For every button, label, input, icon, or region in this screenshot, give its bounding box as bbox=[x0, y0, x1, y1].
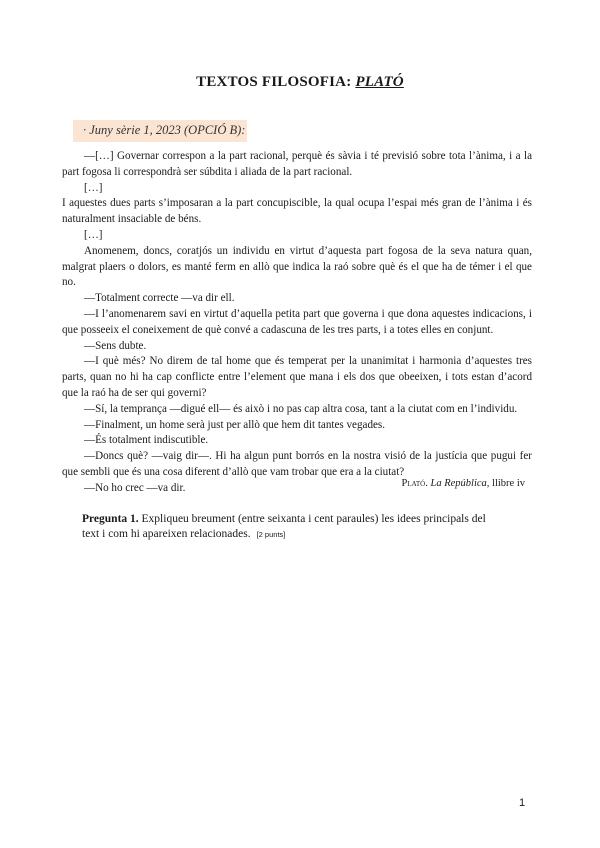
question-text: Expliqueu breument (entre seixanta i cent paraules) les idees principals del text i com hi apareixen relacionades. bbox=[82, 513, 486, 540]
source-citation bbox=[402, 478, 525, 489]
excerpt-paragraph: […] bbox=[84, 228, 103, 241]
excerpt-paragraph: —Totalment correcte —va dir ell. bbox=[84, 292, 235, 305]
excerpt-paragraph: —No ho crec —va dir. bbox=[84, 481, 186, 494]
source-work: La República, bbox=[430, 478, 490, 489]
excerpt-paragraph: I aquestes dues parts s’imposaran a la part concupiscible, la qual ocupa l’espai més gran de l’ànima i és naturalment insaciable de béns. bbox=[62, 197, 532, 226]
excerpt-paragraph: —[…] Governar correspon a la part racional, perquè és sàvia i té previsió sobre tota l’ànima, i a la part fogosa li correspondrà ser súbdita i aliada de la part racional. bbox=[62, 150, 532, 178]
question-label: Pregunta 1. bbox=[82, 513, 139, 525]
excerpt-paragraph: —Finalment, un home serà just per allò que hem dit tantes vegades. bbox=[84, 418, 385, 431]
excerpt-paragraph: —I l’anomenarem savi en virtut d’aquella petita part que governa i que dona aquestes indicacions, i que posseeix el coneixement de què convé a cadascuna de les tres parts, i a totes elles en conjunt. bbox=[62, 307, 532, 336]
excerpt-paragraph: —Doncs què? —vaig dir—. Hi ha algun punt borrós en la nostra visió de la justícia que pugui fer que sembli que és una cosa diferent d’allò que vam trobar que era a la ciutat? bbox=[62, 450, 532, 478]
source-book: llibre iv bbox=[489, 478, 525, 489]
excerpt-paragraph: —I què més? No direm de tal home que és temperat per la unanimitat i harmonia d’aquestes tres parts, quan no hi ha cap conflicte entre l’element que mana i els dos que obeeixen, i tots estan d’acord que la raó ha de ser qui governi? bbox=[62, 355, 532, 399]
source-author: Plató. bbox=[401, 478, 428, 489]
page-number: 1 bbox=[519, 797, 526, 809]
question-points: [2 punts] bbox=[256, 530, 286, 539]
question-block bbox=[82, 512, 502, 542]
exam-session-label: · Juny sèrie 1, 2023 (OPCIÓ B): bbox=[83, 123, 246, 137]
title-main: TEXTOS FILOSOFIA: bbox=[196, 74, 356, 90]
text-excerpt bbox=[62, 149, 532, 497]
excerpt-paragraph: […] bbox=[84, 181, 103, 194]
excerpt-paragraph: —Sí, la temprança —digué ell— és això i no pas cap altra cosa, tant a la ciutat com en l’individu. bbox=[84, 402, 518, 415]
excerpt-paragraph: —Sens dubte. bbox=[84, 339, 147, 352]
document-title bbox=[0, 74, 600, 91]
exam-session-tag bbox=[73, 120, 247, 142]
title-author: PLATÓ bbox=[355, 74, 404, 90]
excerpt-paragraph: —És totalment indiscutible. bbox=[84, 434, 209, 447]
excerpt-paragraph: Anomenem, doncs, coratjós un individu en virtut d’aquesta part fogosa de la seva natura quan, malgrat plaers o dolors, es manté ferm en allò que indica la raó sobre què és el que ha de témer i el que no. bbox=[62, 244, 532, 289]
